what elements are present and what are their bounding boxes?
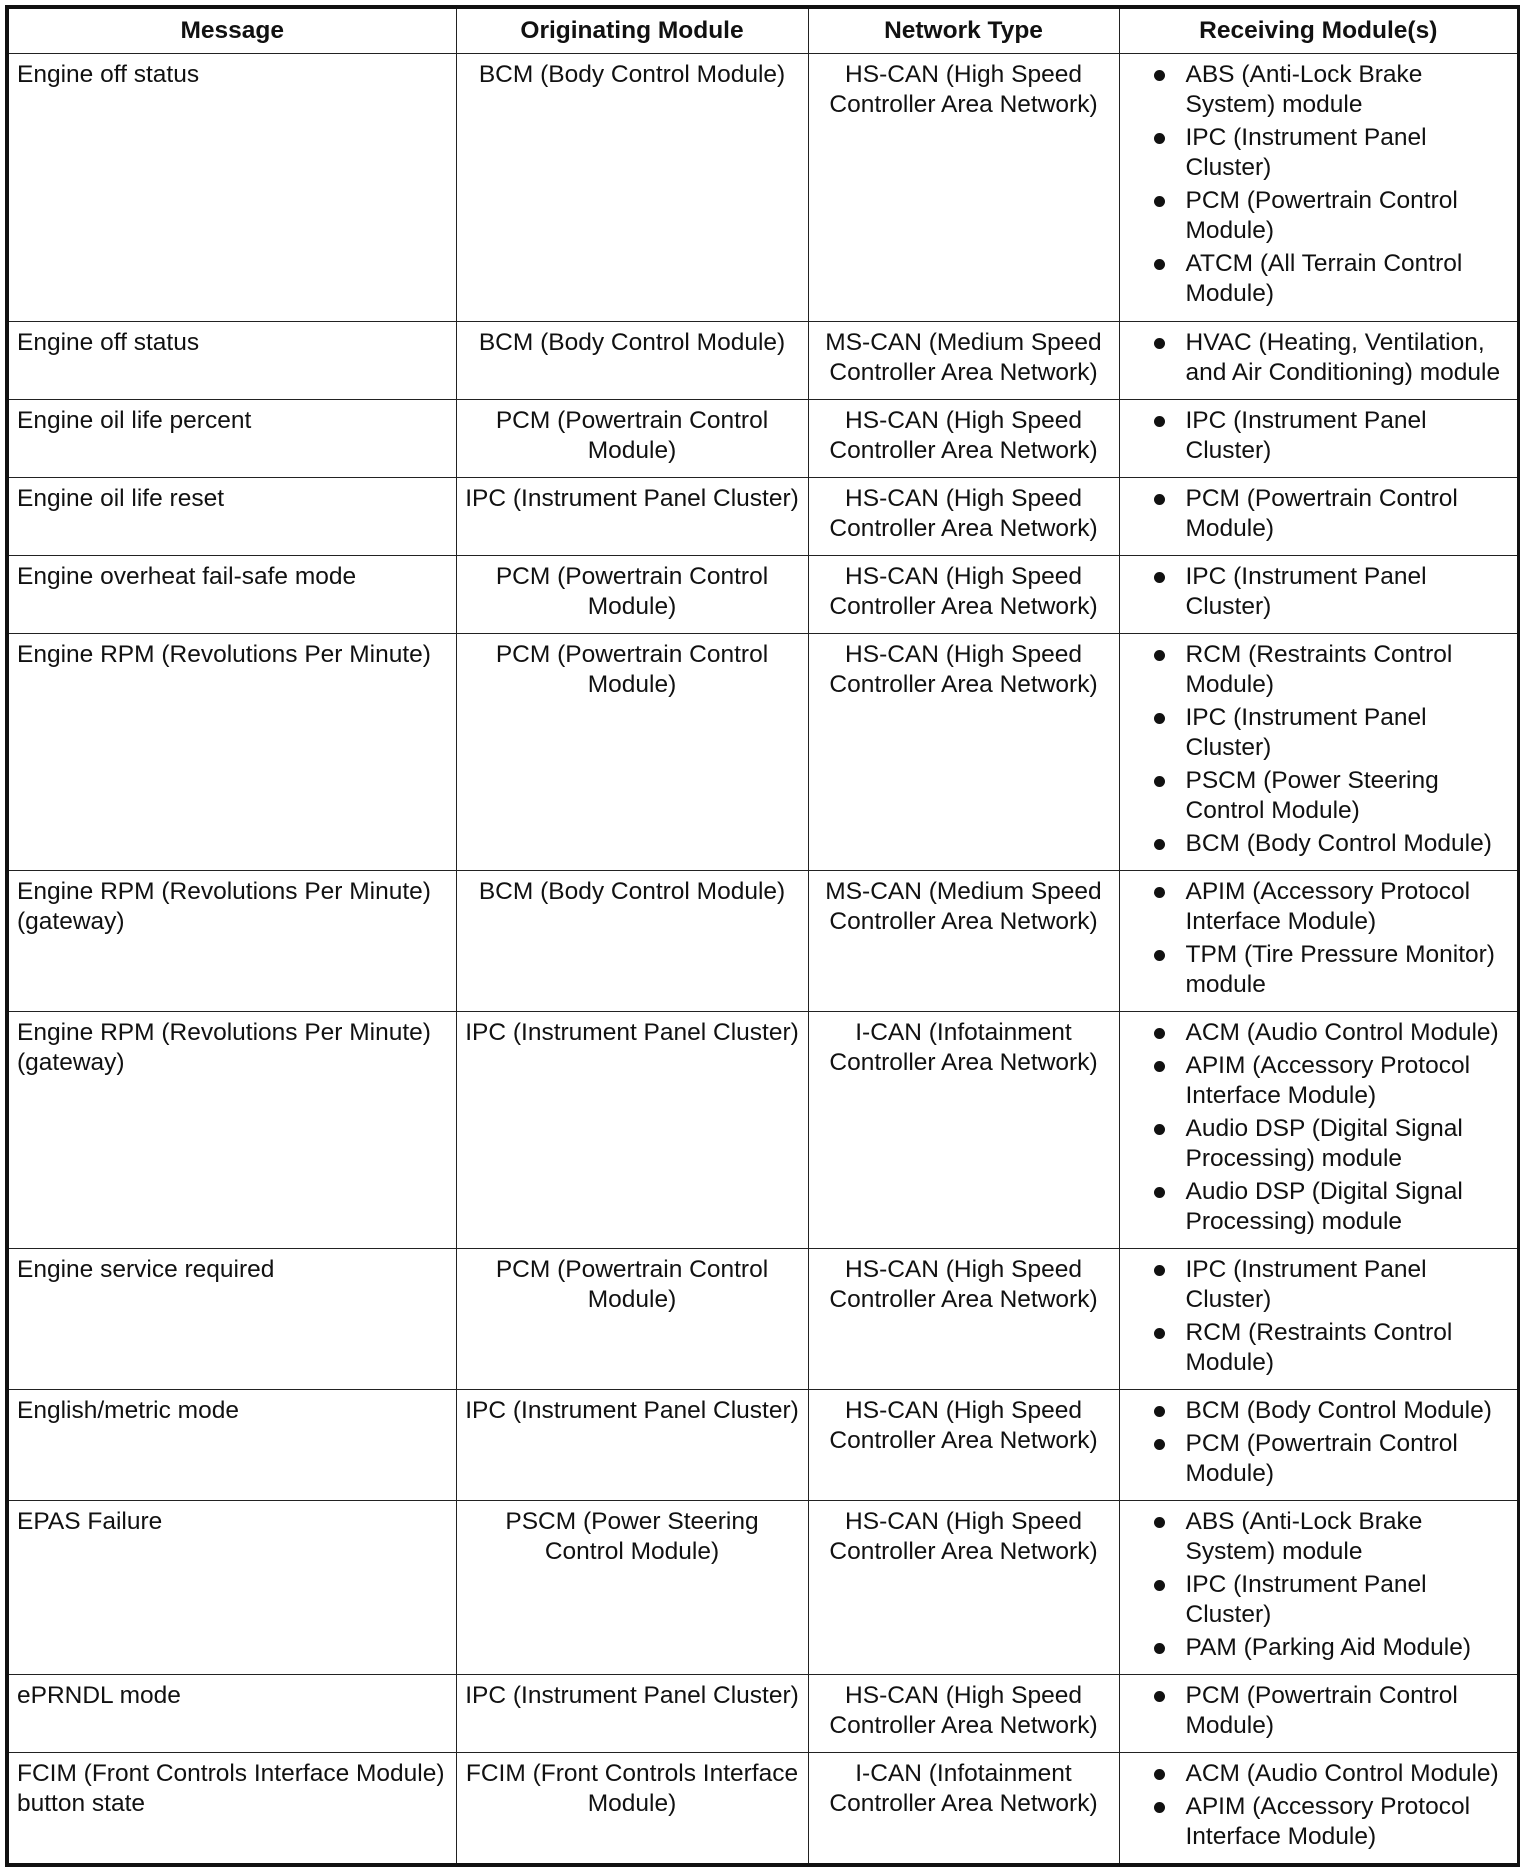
cell-receiving-modules: [1119, 1675, 1519, 1753]
cell-originating-module: PCM (Powertrain Control Module): [456, 634, 808, 871]
cell-originating-module: PCM (Powertrain Control Module): [456, 556, 808, 634]
cell-originating-module: BCM (Body Control Module): [456, 322, 808, 400]
receiving-module-list: [1128, 1255, 1510, 1378]
cell-receiving-modules: [1119, 1501, 1519, 1675]
receiving-module-item: ABS (Anti-Lock Brake System) module: [1128, 1507, 1510, 1567]
cell-network-type: HS-CAN (High Speed Controller Area Network): [808, 54, 1119, 322]
table-row: [7, 634, 1519, 871]
cell-receiving-modules: [1119, 556, 1519, 634]
cell-receiving-modules: [1119, 478, 1519, 556]
receiving-module-item: PCM (Powertrain Control Module): [1128, 186, 1510, 246]
table-row: [7, 556, 1519, 634]
receiving-module-item: RCM (Restraints Control Module): [1128, 1318, 1510, 1378]
receiving-module-list: [1128, 1759, 1510, 1852]
receiving-module-item: IPC (Instrument Panel Cluster): [1128, 406, 1510, 466]
cell-network-type: MS-CAN (Medium Speed Controller Area Network): [808, 871, 1119, 1012]
header-network-type: Network Type: [808, 7, 1119, 54]
cell-receiving-modules: [1119, 400, 1519, 478]
cell-message: Engine off status: [7, 54, 456, 322]
cell-message: Engine RPM (Revolutions Per Minute): [7, 634, 456, 871]
cell-originating-module: IPC (Instrument Panel Cluster): [456, 1012, 808, 1249]
receiving-module-item: BCM (Body Control Module): [1128, 1396, 1510, 1426]
cell-message: Engine overheat fail-safe mode: [7, 556, 456, 634]
table-row: [7, 871, 1519, 1012]
receiving-module-item: IPC (Instrument Panel Cluster): [1128, 1255, 1510, 1315]
table-row: [7, 1012, 1519, 1249]
receiving-module-item: RCM (Restraints Control Module): [1128, 640, 1510, 700]
cell-message: Engine off status: [7, 322, 456, 400]
header-row: [7, 7, 1519, 54]
receiving-module-item: IPC (Instrument Panel Cluster): [1128, 562, 1510, 622]
cell-network-type: I-CAN (Infotainment Controller Area Network): [808, 1753, 1119, 1866]
cell-message: Engine RPM (Revolutions Per Minute) (gateway): [7, 871, 456, 1012]
cell-receiving-modules: [1119, 634, 1519, 871]
cell-originating-module: IPC (Instrument Panel Cluster): [456, 1675, 808, 1753]
receiving-module-item: PAM (Parking Aid Module): [1128, 1633, 1510, 1663]
receiving-module-item: HVAC (Heating, Ventilation, and Air Conditioning) module: [1128, 328, 1510, 388]
cell-network-type: HS-CAN (High Speed Controller Area Network): [808, 1501, 1119, 1675]
receiving-module-item: PSCM (Power Steering Control Module): [1128, 766, 1510, 826]
cell-originating-module: BCM (Body Control Module): [456, 871, 808, 1012]
receiving-module-list: [1128, 1507, 1510, 1663]
cell-network-type: MS-CAN (Medium Speed Controller Area Network): [808, 322, 1119, 400]
receiving-module-item: PCM (Powertrain Control Module): [1128, 1429, 1510, 1489]
receiving-module-list: [1128, 484, 1510, 544]
cell-originating-module: PCM (Powertrain Control Module): [456, 400, 808, 478]
cell-network-type: HS-CAN (High Speed Controller Area Network): [808, 1249, 1119, 1390]
cell-message: ePRNDL mode: [7, 1675, 456, 1753]
receiving-module-list: [1128, 1396, 1510, 1489]
cell-network-type: I-CAN (Infotainment Controller Area Network): [808, 1012, 1119, 1249]
cell-originating-module: IPC (Instrument Panel Cluster): [456, 1390, 808, 1501]
receiving-module-item: APIM (Accessory Protocol Interface Module): [1128, 1792, 1510, 1852]
network-message-table: [5, 5, 1520, 1867]
table-row: [7, 1390, 1519, 1501]
cell-receiving-modules: [1119, 871, 1519, 1012]
cell-network-type: HS-CAN (High Speed Controller Area Network): [808, 478, 1119, 556]
table-row: [7, 1753, 1519, 1866]
header-message: Message: [7, 7, 456, 54]
receiving-module-item: IPC (Instrument Panel Cluster): [1128, 123, 1510, 183]
receiving-module-item: PCM (Powertrain Control Module): [1128, 1681, 1510, 1741]
receiving-module-list: [1128, 1681, 1510, 1741]
cell-network-type: HS-CAN (High Speed Controller Area Network): [808, 1675, 1119, 1753]
receiving-module-list: [1128, 877, 1510, 1000]
receiving-module-item: IPC (Instrument Panel Cluster): [1128, 1570, 1510, 1630]
cell-receiving-modules: [1119, 1012, 1519, 1249]
cell-originating-module: IPC (Instrument Panel Cluster): [456, 478, 808, 556]
cell-receiving-modules: [1119, 322, 1519, 400]
cell-receiving-modules: [1119, 54, 1519, 322]
cell-network-type: HS-CAN (High Speed Controller Area Network): [808, 400, 1119, 478]
cell-receiving-modules: [1119, 1390, 1519, 1501]
cell-receiving-modules: [1119, 1753, 1519, 1866]
receiving-module-item: ACM (Audio Control Module): [1128, 1759, 1510, 1789]
table-body: [7, 54, 1519, 1866]
receiving-module-item: PCM (Powertrain Control Module): [1128, 484, 1510, 544]
cell-message: English/metric mode: [7, 1390, 456, 1501]
receiving-module-list: [1128, 1018, 1510, 1237]
receiving-module-item: APIM (Accessory Protocol Interface Module): [1128, 877, 1510, 937]
header-receiving-modules: Receiving Module(s): [1119, 7, 1519, 54]
receiving-module-list: [1128, 60, 1510, 309]
cell-originating-module: PSCM (Power Steering Control Module): [456, 1501, 808, 1675]
cell-network-type: HS-CAN (High Speed Controller Area Network): [808, 556, 1119, 634]
cell-originating-module: PCM (Powertrain Control Module): [456, 1249, 808, 1390]
receiving-module-list: [1128, 640, 1510, 859]
table-row: [7, 1249, 1519, 1390]
receiving-module-item: APIM (Accessory Protocol Interface Module): [1128, 1051, 1510, 1111]
cell-message: EPAS Failure: [7, 1501, 456, 1675]
receiving-module-item: BCM (Body Control Module): [1128, 829, 1510, 859]
receiving-module-item: ABS (Anti-Lock Brake System) module: [1128, 60, 1510, 120]
receiving-module-list: [1128, 406, 1510, 466]
receiving-module-item: IPC (Instrument Panel Cluster): [1128, 703, 1510, 763]
receiving-module-item: ACM (Audio Control Module): [1128, 1018, 1510, 1048]
receiving-module-item: Audio DSP (Digital Signal Processing) module: [1128, 1177, 1510, 1237]
cell-originating-module: BCM (Body Control Module): [456, 54, 808, 322]
cell-originating-module: FCIM (Front Controls Interface Module): [456, 1753, 808, 1866]
receiving-module-item: Audio DSP (Digital Signal Processing) module: [1128, 1114, 1510, 1174]
cell-network-type: HS-CAN (High Speed Controller Area Network): [808, 634, 1119, 871]
cell-message: FCIM (Front Controls Interface Module) button state: [7, 1753, 456, 1866]
header-originating-module: Originating Module: [456, 7, 808, 54]
table-row: [7, 478, 1519, 556]
table-row: [7, 54, 1519, 322]
table-row: [7, 322, 1519, 400]
receiving-module-list: [1128, 562, 1510, 622]
cell-message: Engine RPM (Revolutions Per Minute) (gateway): [7, 1012, 456, 1249]
receiving-module-list: [1128, 328, 1510, 388]
cell-message: Engine oil life percent: [7, 400, 456, 478]
table-row: [7, 400, 1519, 478]
cell-message: Engine service required: [7, 1249, 456, 1390]
receiving-module-item: TPM (Tire Pressure Monitor) module: [1128, 940, 1510, 1000]
table-row: [7, 1675, 1519, 1753]
cell-network-type: HS-CAN (High Speed Controller Area Network): [808, 1390, 1119, 1501]
receiving-module-item: ATCM (All Terrain Control Module): [1128, 249, 1510, 309]
cell-message: Engine oil life reset: [7, 478, 456, 556]
cell-receiving-modules: [1119, 1249, 1519, 1390]
table-row: [7, 1501, 1519, 1675]
